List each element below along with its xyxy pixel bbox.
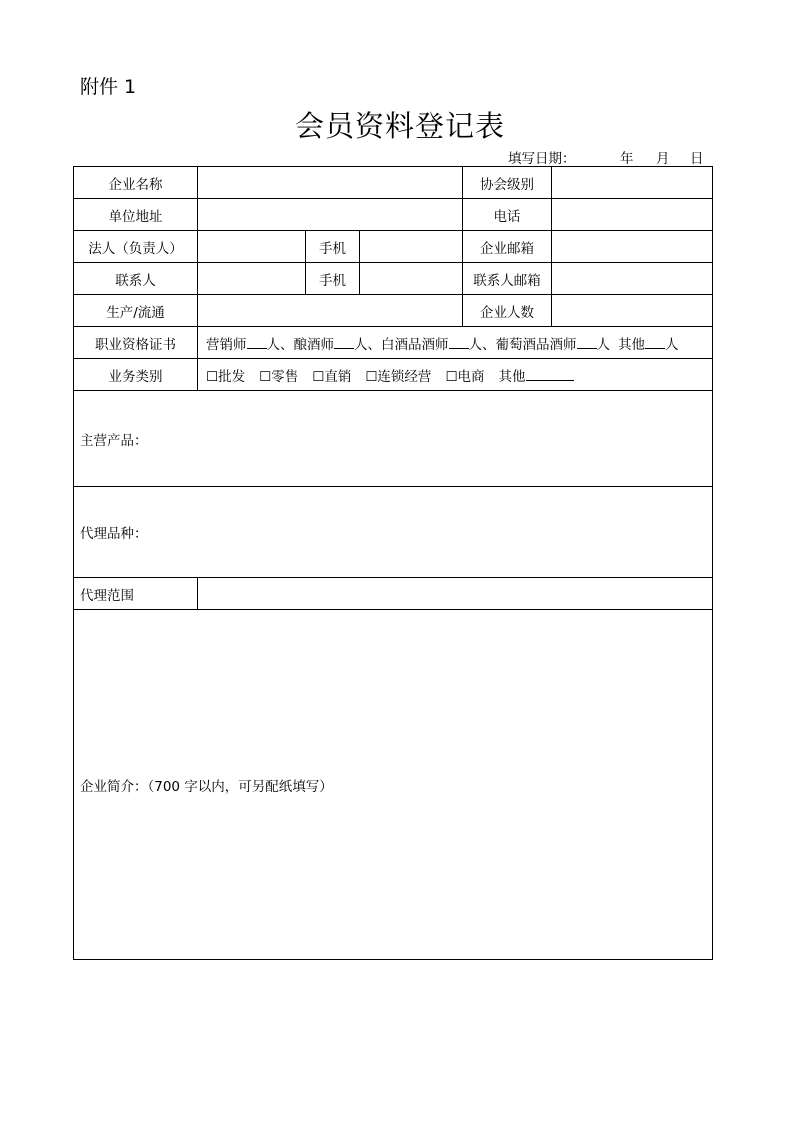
cert-marketing-label: 营销师 xyxy=(206,336,247,353)
employee-count-field[interactable] xyxy=(552,295,713,327)
cert-baijiu-taster-unit: 人、 xyxy=(468,336,496,353)
contact-field[interactable] xyxy=(198,263,306,295)
cert-brewer-unit: 人、 xyxy=(354,336,381,353)
cert-brewer-blank[interactable] xyxy=(334,334,354,349)
business-type-label: 业务类别 xyxy=(74,359,198,391)
company-name-label: 企业名称 xyxy=(74,167,198,199)
table-row xyxy=(74,487,713,578)
certificates-label: 职业资格证书 xyxy=(74,327,198,359)
employee-count-label: 企业人数 xyxy=(463,295,552,327)
legal-person-label: 法人（负责人） xyxy=(74,231,198,263)
cert-other-label: 其他 xyxy=(618,336,645,353)
retail-checkbox[interactable]: ☐零售 xyxy=(259,368,299,385)
company-email-field[interactable] xyxy=(552,231,713,263)
address-field[interactable] xyxy=(198,199,463,231)
business-type-field xyxy=(198,359,713,391)
phone-field[interactable] xyxy=(552,199,713,231)
company-name-field[interactable] xyxy=(198,167,463,199)
address-label: 单位地址 xyxy=(74,199,198,231)
company-intro-label: 企业简介：（700 字以内，可另配纸填写） xyxy=(80,778,333,795)
agency-varieties-label: 代理品种： xyxy=(80,526,148,542)
table-row xyxy=(74,231,713,263)
table-row xyxy=(74,263,713,295)
cert-baijiu-taster-blank[interactable] xyxy=(449,334,469,349)
mobile-field[interactable] xyxy=(360,231,463,263)
cert-marketing-blank[interactable] xyxy=(247,334,267,349)
agency-scope-label: 代理范围 xyxy=(74,578,198,610)
table-row xyxy=(74,610,713,960)
production-label: 生产/流通 xyxy=(74,295,198,327)
mobile-label: 手机 xyxy=(306,231,360,263)
association-level-label: 协会级别 xyxy=(463,167,552,199)
table-row xyxy=(74,391,713,487)
company-intro-field[interactable] xyxy=(74,610,713,960)
cert-marketing-unit: 人、 xyxy=(266,336,294,353)
agency-varieties-field[interactable] xyxy=(74,487,713,578)
contact-mobile-field[interactable] xyxy=(360,263,463,295)
fill-date-day: 日 xyxy=(690,151,704,167)
fill-date-year: 年 xyxy=(620,151,634,167)
cert-baijiu-taster-label: 白酒品酒师 xyxy=(381,336,449,353)
legal-person-field[interactable] xyxy=(198,231,306,263)
cert-wine-taster-unit: 人 xyxy=(596,336,610,353)
contact-email-label: 联系人邮箱 xyxy=(463,263,552,295)
table-row xyxy=(74,359,713,391)
contact-email-field[interactable] xyxy=(552,263,713,295)
agency-scope-field[interactable] xyxy=(198,578,713,610)
attachment-label: 附件 1 xyxy=(80,76,137,98)
company-email-label: 企业邮箱 xyxy=(463,231,552,263)
fill-date-month: 月 xyxy=(656,151,670,167)
table-row xyxy=(74,578,713,610)
main-products-label: 主营产品： xyxy=(80,432,148,449)
production-field[interactable] xyxy=(198,295,463,327)
contact-label: 联系人 xyxy=(74,263,198,295)
association-level-field[interactable] xyxy=(552,167,713,199)
direct-sales-checkbox[interactable]: ☐直销 xyxy=(312,368,352,385)
cert-wine-taster-label: 葡萄酒品酒师 xyxy=(495,336,577,353)
chain-checkbox[interactable]: ☐连锁经营 xyxy=(365,368,432,385)
cert-brewer-label: 酿酒师 xyxy=(293,336,334,353)
table-row xyxy=(74,327,713,359)
table-row xyxy=(74,199,713,231)
table-row xyxy=(74,295,713,327)
cert-wine-taster-blank[interactable] xyxy=(577,334,597,349)
table-row xyxy=(74,167,713,199)
certificates-field[interactable] xyxy=(198,327,713,359)
registration-table xyxy=(73,166,713,960)
ecommerce-checkbox[interactable]: ☐电商 xyxy=(445,368,485,385)
contact-mobile-label: 手机 xyxy=(306,263,360,295)
business-other-label: 其他 xyxy=(498,368,526,385)
wholesale-checkbox[interactable]: ☐批发 xyxy=(206,368,246,385)
phone-label: 电话 xyxy=(463,199,552,231)
cert-other-blank[interactable] xyxy=(645,334,665,349)
business-other-blank[interactable] xyxy=(526,366,574,381)
main-products-field[interactable] xyxy=(74,391,713,487)
form-title: 会员资料登记表 xyxy=(294,109,505,143)
cert-other-unit: 人 xyxy=(665,336,679,353)
fill-date-label: 填写日期： xyxy=(508,151,576,167)
